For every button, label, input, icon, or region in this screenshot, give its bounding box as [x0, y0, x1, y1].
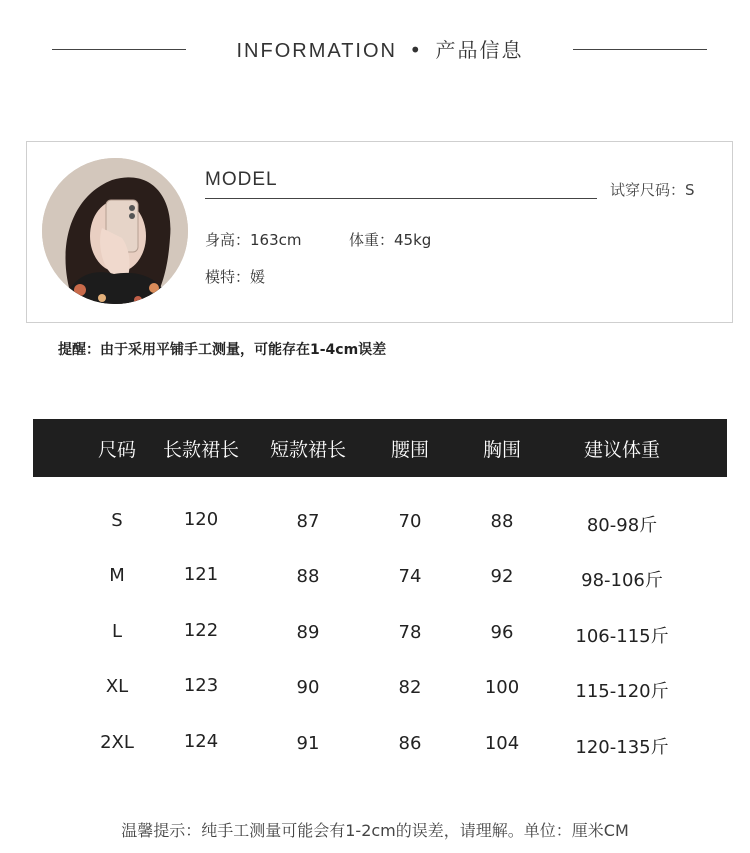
column-header-size: 尺码 [97, 439, 137, 461]
column-header-waist: 腰围 [390, 439, 430, 461]
table-cell: 87 [296, 511, 320, 532]
table-cell: 70 [398, 511, 422, 532]
header-divider-right [573, 49, 707, 50]
table-cell: 100 [484, 677, 520, 698]
table-cell: 89 [296, 622, 320, 643]
model-info-card [26, 141, 733, 323]
table-cell: M [109, 565, 125, 586]
table-cell: 88 [490, 511, 514, 532]
model-photo-illustration [42, 158, 188, 304]
table-cell: 121 [183, 564, 219, 585]
table-cell: L [111, 621, 123, 642]
table-cell: 123 [183, 675, 219, 696]
section-title-cn: 产品信息 [435, 38, 524, 62]
table-cell: 92 [490, 566, 514, 587]
column-header-long-length: 长款裙长 [162, 439, 240, 461]
table-cell: 82 [398, 677, 422, 698]
table-cell: 120-135斤 [575, 737, 669, 758]
size-table-header [33, 419, 727, 477]
table-cell: 74 [398, 566, 422, 587]
model-fit-size: 试穿尺码：S [610, 181, 695, 199]
model-heading-underline [205, 198, 597, 199]
table-cell: S [111, 510, 123, 531]
model-heading: MODEL [205, 169, 278, 190]
table-cell: 98-106斤 [581, 570, 663, 591]
measurement-note: 提醒：由于采用平铺手工测量，可能存在1-4cm误差 [58, 342, 387, 358]
table-cell: 2XL [100, 732, 134, 753]
table-cell: 78 [398, 622, 422, 643]
model-name: 模特：媛 [205, 268, 266, 286]
table-cell: XL [105, 676, 129, 697]
table-cell: 104 [484, 733, 520, 754]
section-title-separator: • [409, 38, 424, 62]
footer-tip: 温馨提示：纯手工测量可能会有1-2cm的误差，请理解。单位：厘米CM [121, 821, 629, 840]
table-cell: 96 [490, 622, 514, 643]
table-cell: 86 [398, 733, 422, 754]
model-height: 身高：163cm [205, 231, 302, 249]
column-header-short-length: 短款裙长 [269, 439, 347, 461]
section-title [190, 34, 570, 63]
column-header-bust: 胸围 [482, 439, 522, 461]
column-header-weight: 建议体重 [583, 439, 661, 461]
model-avatar [42, 158, 188, 304]
table-cell: 120 [183, 509, 219, 530]
table-cell: 88 [296, 566, 320, 587]
section-title-en: INFORMATION [236, 40, 397, 62]
table-cell: 80-98斤 [586, 515, 658, 536]
header-divider-left [52, 49, 186, 50]
table-cell: 91 [296, 733, 320, 754]
model-weight: 体重：45kg [349, 231, 432, 249]
table-cell: 106-115斤 [575, 626, 669, 647]
table-cell: 90 [296, 677, 320, 698]
table-cell: 122 [183, 620, 219, 641]
table-cell: 124 [183, 731, 219, 752]
table-cell: 115-120斤 [575, 681, 669, 702]
